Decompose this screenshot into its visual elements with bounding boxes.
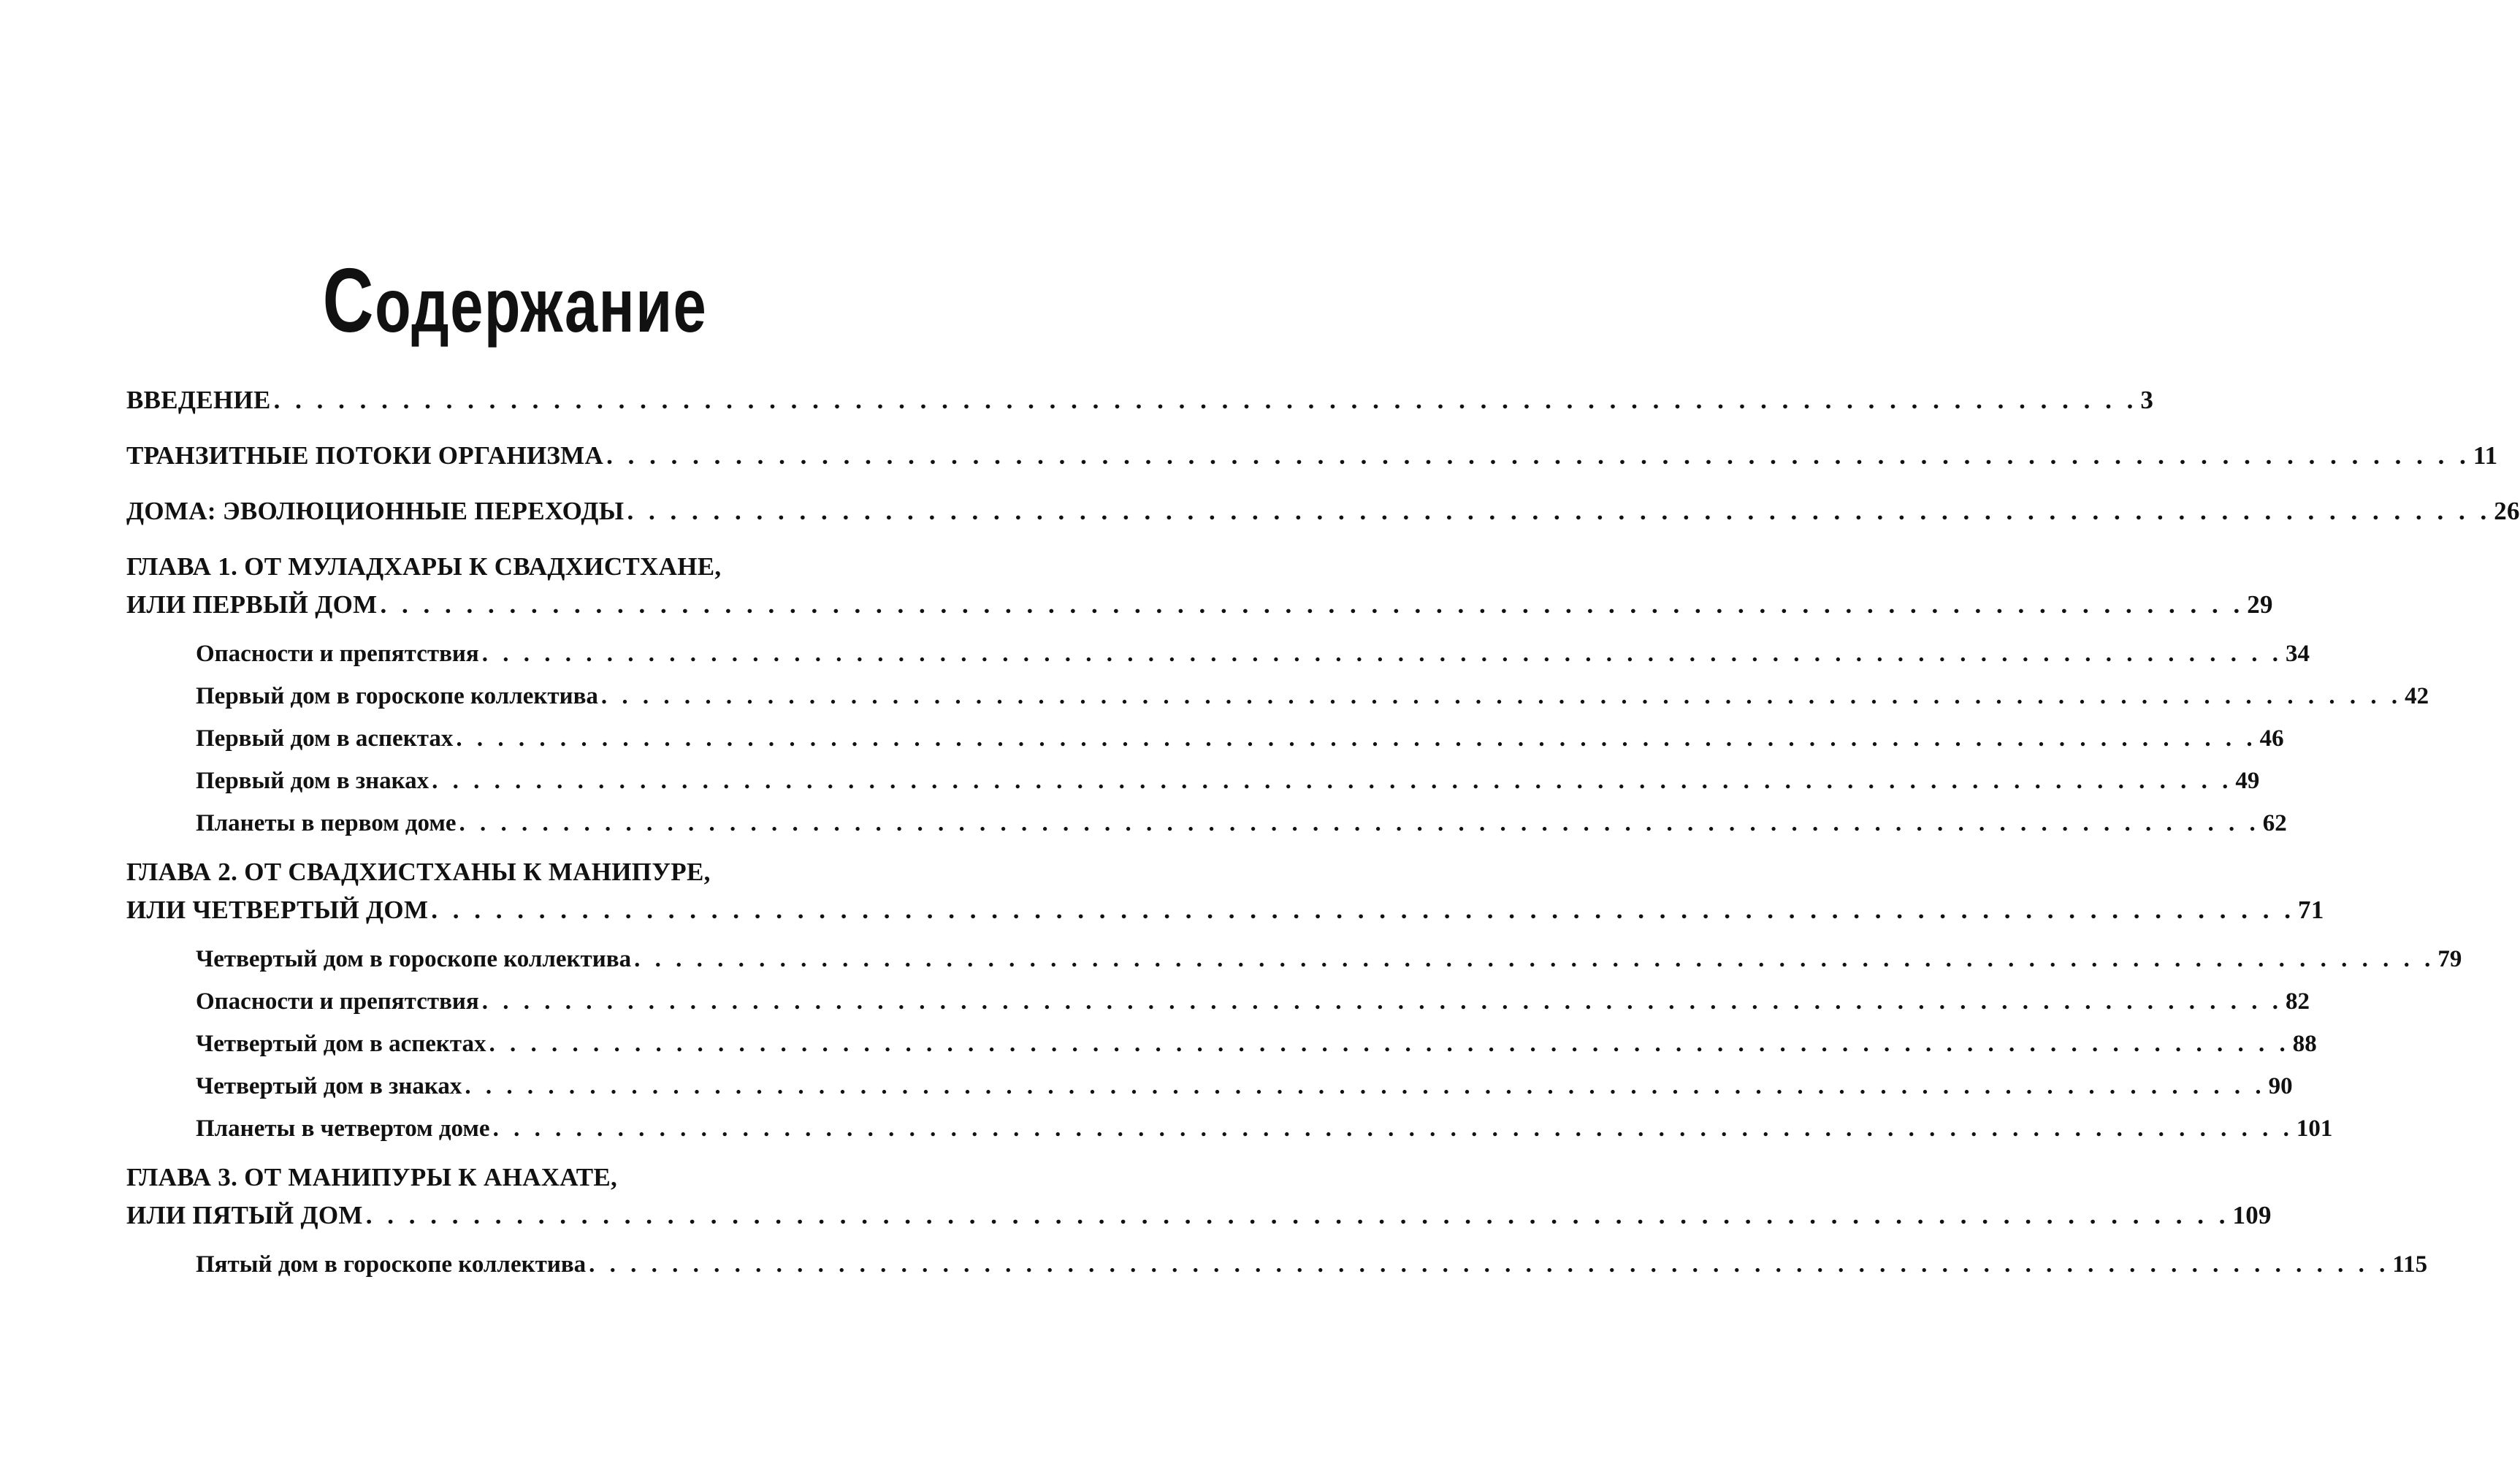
toc-entry-label: Четвертый дом в знаках [196, 1073, 462, 1099]
toc-subentry[interactable] [196, 1073, 2293, 1100]
toc-entry-intro[interactable] [126, 386, 2154, 415]
toc-page-number: 79 [2437, 946, 2462, 972]
toc-subentry[interactable] [196, 988, 2310, 1015]
toc-chapter3-heading: ГЛАВА 3. ОТ МАНИПУРЫ К АНАХАТЕ, [126, 1163, 618, 1191]
toc-chapter1-heading: ГЛАВА 1. ОТ МУЛАДХАРЫ К СВАДХИСТХАНЕ, [126, 552, 722, 581]
toc-entry-label: Планеты в первом доме [196, 810, 457, 836]
toc-subentry[interactable] [196, 1031, 2317, 1058]
toc-entry-label: ИЛИ ЧЕТВЕРТЫЙ ДОМ [126, 896, 429, 924]
dot-leader: . . . . . . . . . . . . . . . . . . . . . . . . . . . . . . . . . . . . . . . . . . . . . . . . . . . . . . . . . . . . . . . . . . . . . . . . . . . . . . . . . . . . . . . [273, 386, 2138, 414]
dot-leader: . . . . . . . . . . . . . . . . . . . . . . . . . . . . . . . . . . . . . . . . . . . . . . . . . . . . . . . . . . . . . . . . . . . . . . . . . . . . . . . . . . . . . . . [481, 641, 2283, 667]
toc-subentry[interactable] [196, 946, 2462, 973]
page-title-initial: С [322, 250, 375, 351]
page-title-rest: одержание [375, 263, 708, 348]
toc-entry-label: ТРАНЗИТНЫЕ ПОТОКИ ОРГАНИЗМА [126, 441, 604, 470]
toc-entry-label: Первый дом в знаках [196, 768, 429, 794]
toc-subentry[interactable] [196, 1251, 2428, 1278]
toc-entry-flows[interactable] [126, 441, 2498, 470]
toc-subentry[interactable] [196, 641, 2310, 668]
toc-entry-label: Четвертый дом в гороскопе коллектива [196, 946, 632, 972]
toc-subentry[interactable] [196, 810, 2287, 837]
toc-entry-label: Первый дом в гороскопе коллектива [196, 683, 598, 709]
dot-leader: . . . . . . . . . . . . . . . . . . . . . . . . . . . . . . . . . . . . . . . . . . . . . . . . . . . . . . . . . . . . . . . . . . . . . . . . . . . . . . . . . . . . . . . [365, 1201, 2230, 1229]
dot-leader: . . . . . . . . . . . . . . . . . . . . . . . . . . . . . . . . . . . . . . . . . . . . . . . . . . . . . . . . . . . . . . . . . . . . . . . . . . . . . . . . . . . . . . . [600, 683, 2402, 709]
toc-entry-chapter2[interactable] [126, 896, 2324, 925]
toc-entry-label: ИЛИ ПЯТЫЙ ДОМ [126, 1201, 363, 1229]
toc-page-number: 109 [2232, 1201, 2272, 1229]
toc-entry-label: ДОМА: ЭВОЛЮЦИОННЫЕ ПЕРЕХОДЫ [126, 497, 625, 525]
dot-leader: . . . . . . . . . . . . . . . . . . . . . . . . . . . . . . . . . . . . . . . . . . . . . . . . . . . . . . . . . . . . . . . . . . . . . . . . . . . . . . . . . . . . . . . [459, 810, 2260, 836]
toc-subentry[interactable] [196, 725, 2284, 752]
toc-entry-chapter3[interactable] [126, 1201, 2272, 1230]
toc-page-number: 49 [2235, 768, 2260, 794]
toc-page-number: 29 [2247, 590, 2273, 619]
dot-leader: . . . . . . . . . . . . . . . . . . . . . . . . . . . . . . . . . . . . . . . . . . . . . . . . . . . . . . . . . . . . . . . . . . . . . . . . . . . . . . . . . . . . . . . [606, 441, 2470, 470]
dot-leader: . . . . . . . . . . . . . . . . . . . . . . . . . . . . . . . . . . . . . . . . . . . . . . . . . . . . . . . . . . . . . . . . . . . . . . . . . . . . . . . . . . . . . . . [431, 896, 2296, 924]
toc-entry-chapter1[interactable] [126, 590, 2273, 619]
toc-page-number: 90 [2268, 1073, 2293, 1099]
toc-page-number: 42 [2405, 683, 2429, 709]
toc-page-number: 71 [2298, 896, 2324, 924]
toc-page-number: 88 [2292, 1031, 2317, 1057]
dot-leader: . . . . . . . . . . . . . . . . . . . . . . . . . . . . . . . . . . . . . . . . . . . . . . . . . . . . . . . . . . . . . . . . . . . . . . . . . . . . . . . . . . . . . . . [465, 1073, 2266, 1099]
dot-leader: . . . . . . . . . . . . . . . . . . . . . . . . . . . . . . . . . . . . . . . . . . . . . . . . . . . . . . . . . . . . . . . . . . . . . . . . . . . . . . . . . . . . . . . [380, 590, 2245, 619]
toc-entry-label: Четвертый дом в аспектах [196, 1031, 486, 1057]
dot-leader: . . . . . . . . . . . . . . . . . . . . . . . . . . . . . . . . . . . . . . . . . . . . . . . . . . . . . . . . . . . . . . . . . . . . . . . . . . . . . . . . . . . . . . . [492, 1115, 2294, 1142]
toc-subentry[interactable] [196, 768, 2260, 795]
dot-leader: . . . . . . . . . . . . . . . . . . . . . . . . . . . . . . . . . . . . . . . . . . . . . . . . . . . . . . . . . . . . . . . . . . . . . . . . . . . . . . . . . . . . . . . [634, 946, 2435, 972]
dot-leader: . . . . . . . . . . . . . . . . . . . . . . . . . . . . . . . . . . . . . . . . . . . . . . . . . . . . . . . . . . . . . . . . . . . . . . . . . . . . . . . . . . . . . . . [481, 988, 2283, 1015]
dot-leader: . . . . . . . . . . . . . . . . . . . . . . . . . . . . . . . . . . . . . . . . . . . . . . . . . . . . . . . . . . . . . . . . . . . . . . . . . . . . . . . . . . . . . . . [627, 497, 2492, 525]
toc-subentry[interactable] [196, 1115, 2333, 1143]
toc-page-number: 62 [2262, 810, 2287, 836]
dot-leader: . . . . . . . . . . . . . . . . . . . . . . . . . . . . . . . . . . . . . . . . . . . . . . . . . . . . . . . . . . . . . . . . . . . . . . . . . . . . . . . . . . . . . . . [489, 1031, 2290, 1057]
toc-entry-label: Планеты в четвертом доме [196, 1115, 490, 1142]
dot-leader: . . . . . . . . . . . . . . . . . . . . . . . . . . . . . . . . . . . . . . . . . . . . . . . . . . . . . . . . . . . . . . . . . . . . . . . . . . . . . . . . . . . . . . . [589, 1251, 2390, 1278]
toc-entry-label: ИЛИ ПЕРВЫЙ ДОМ [126, 590, 378, 619]
toc-subentry[interactable] [196, 683, 2429, 710]
toc-page-number: 46 [2259, 725, 2284, 752]
toc-page-number: 115 [2392, 1251, 2428, 1278]
toc-page-number: 26 [2494, 497, 2520, 525]
toc-entry-label: Первый дом в аспектах [196, 725, 454, 752]
toc-chapter2-heading: ГЛАВА 2. ОТ СВАДХИСТХАНЫ К МАНИПУРЕ, [126, 858, 711, 886]
toc-page-number: 101 [2296, 1115, 2333, 1142]
toc-page-number: 3 [2140, 386, 2154, 414]
dot-leader: . . . . . . . . . . . . . . . . . . . . . . . . . . . . . . . . . . . . . . . . . . . . . . . . . . . . . . . . . . . . . . . . . . . . . . . . . . . . . . . . . . . . . . . [432, 768, 2233, 794]
toc-page-number: 34 [2286, 641, 2310, 667]
toc-entry-houses[interactable] [126, 497, 2520, 526]
toc-page-number: 82 [2286, 988, 2310, 1015]
toc-entry-label: Опасности и препятствия [196, 641, 479, 667]
toc-page-number: 11 [2473, 441, 2498, 470]
dot-leader: . . . . . . . . . . . . . . . . . . . . . . . . . . . . . . . . . . . . . . . . . . . . . . . . . . . . . . . . . . . . . . . . . . . . . . . . . . . . . . . . . . . . . . . [456, 725, 2257, 752]
toc-entry-label: Пятый дом в гороскопе коллектива [196, 1251, 587, 1278]
toc-entry-label: ВВЕДЕНИЕ [126, 386, 271, 414]
toc-entry-label: Опасности и препятствия [196, 988, 479, 1015]
